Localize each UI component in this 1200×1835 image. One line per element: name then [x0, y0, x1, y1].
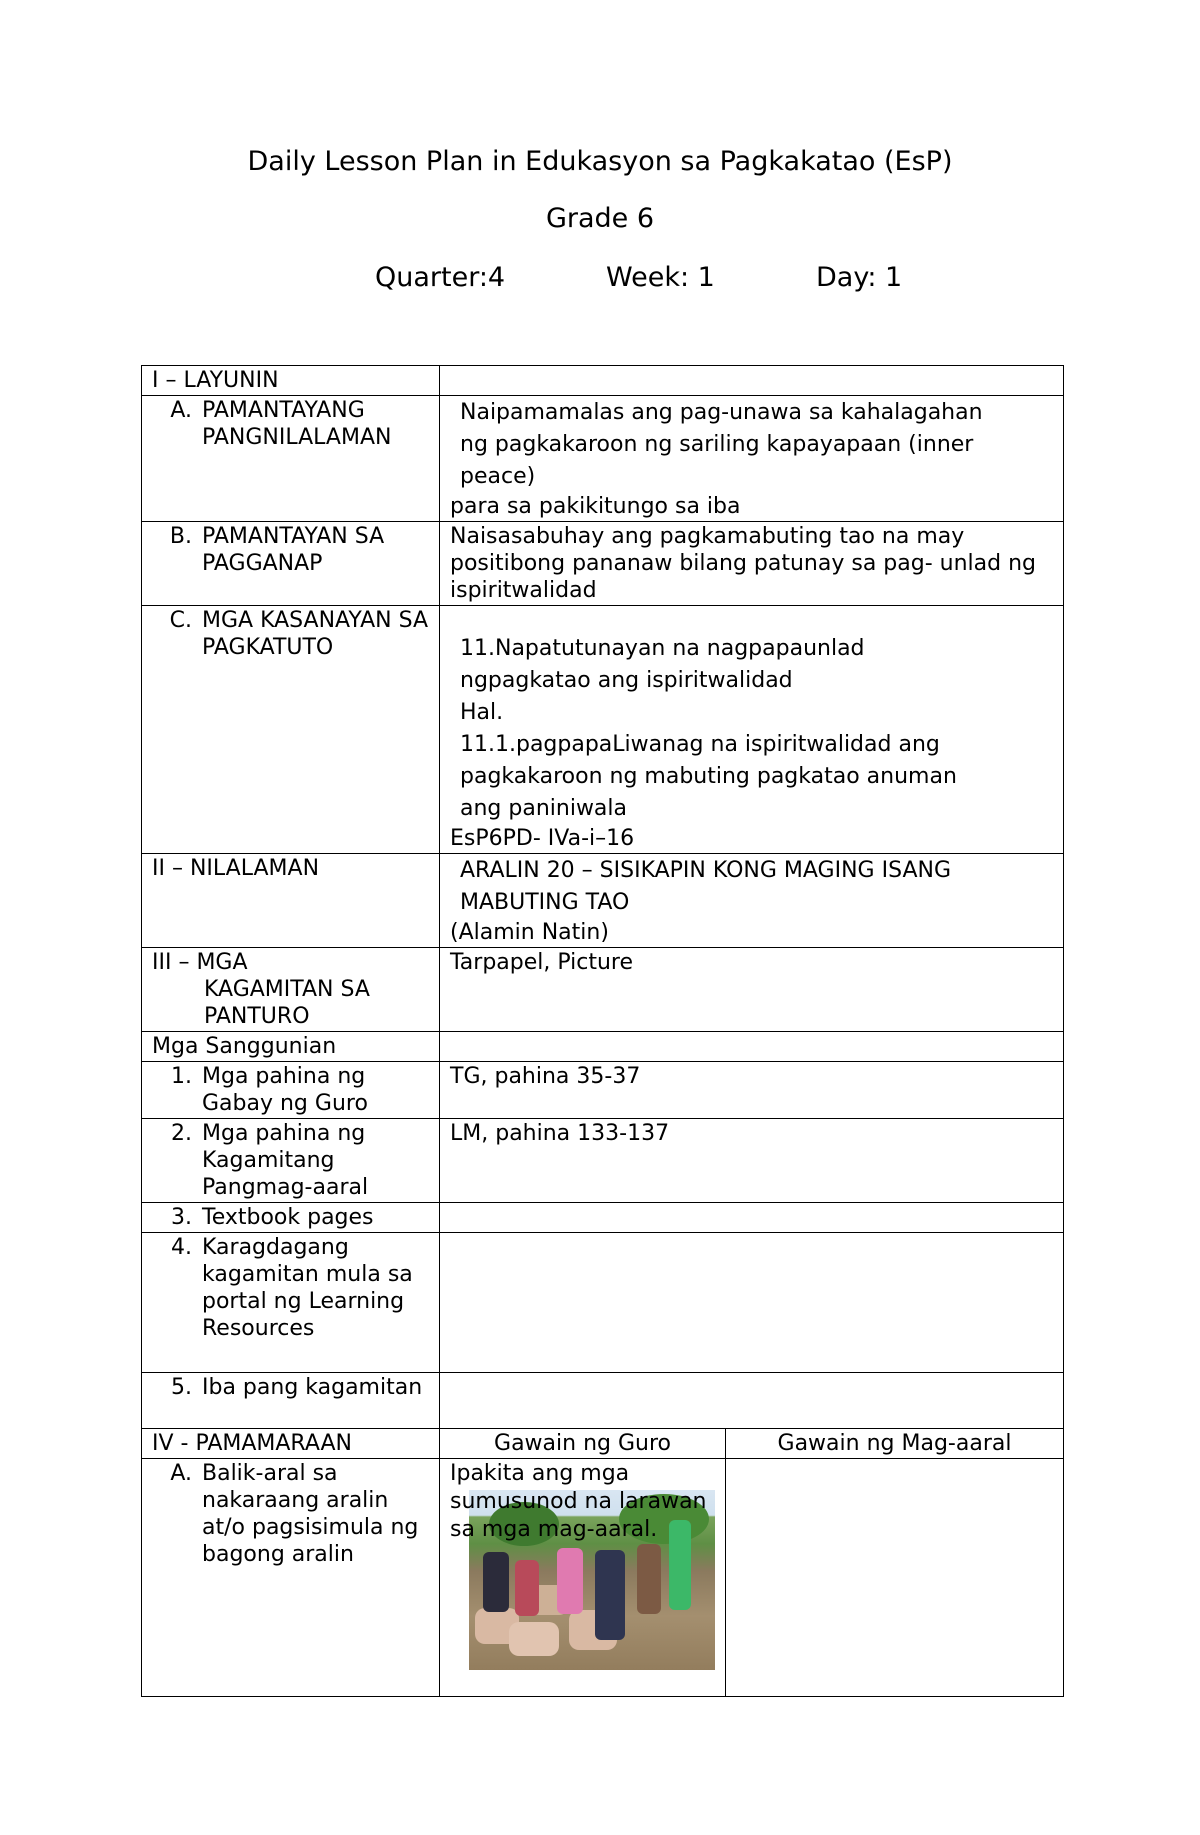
gawain-ng-guro-cell: [440, 1459, 726, 1697]
table-row: [142, 1119, 1064, 1203]
value-line: MABUTING TAO: [460, 890, 630, 915]
document-title: Daily Lesson Plan in Edukasyon sa Pagkakatao (EsP): [247, 146, 953, 177]
table-row: [142, 1062, 1064, 1119]
sanggunian-item-label: [142, 1062, 440, 1119]
item-marker: A.: [170, 1461, 192, 1486]
column-header-mag-aaral: Gawain ng Mag-aaral: [726, 1429, 1064, 1459]
value-line: peace): [460, 464, 536, 489]
item-marker: 5.: [171, 1375, 192, 1400]
table-row: [142, 948, 1064, 1032]
item-marker: 4.: [171, 1235, 192, 1260]
item-text: Textbook pages: [202, 1205, 374, 1230]
sanggunian-item-label: [142, 1119, 440, 1203]
section-heading-nilalaman: II – NILALAMAN: [142, 854, 440, 948]
heading-line: III – MGA: [152, 950, 248, 975]
pamantayang-pangnilalaman-value: [440, 396, 1064, 522]
value-line: 11.1.pagpapaLiwanag na ispiritwalidad ang: [460, 732, 940, 757]
table-row: [142, 1459, 1064, 1697]
sanggunian-item-value: TG, pahina 35-37: [440, 1062, 1064, 1119]
gawain-ng-mag-aaral-cell: [726, 1459, 1064, 1697]
sanggunian-item-label: [142, 1373, 440, 1429]
table-row: [142, 1233, 1064, 1373]
section-heading-layunin: I – LAYUNIN: [142, 366, 440, 396]
item-text: Mga pahina ng Gabay ng Guro: [202, 1064, 368, 1116]
gawain-ng-guro-text: Ipakita ang mga sumusunod na larawan sa mga mag-aaral.: [450, 1461, 707, 1542]
table-row: [142, 854, 1064, 948]
value-line: Hal.: [460, 700, 504, 725]
grade-level: Grade 6: [545, 203, 655, 234]
table-row: [142, 1373, 1064, 1429]
heading-line: KAGAMITAN SA PANTURO: [204, 977, 370, 1029]
pamamaraan-a-label: [142, 1459, 440, 1697]
sanggunian-item-value: [440, 1373, 1064, 1429]
lesson-plan-table: [141, 365, 1064, 1697]
value-line: ngpagkatao ang ispiritwalidad: [460, 668, 793, 693]
sanggunian-item-value: [440, 1203, 1064, 1233]
sanggunian-item-value: LM, pahina 133-137: [440, 1119, 1064, 1203]
kasanayan-sa-pagkatuto-label: MGA KASANAYAN SA PAGKATUTO: [202, 608, 429, 660]
section-heading-kagamitan: [142, 948, 440, 1032]
item-marker: 2.: [171, 1121, 192, 1146]
empty-cell: [440, 1032, 1064, 1062]
competency-code: EsP6PD- IVa-i–16: [450, 826, 635, 851]
item-text: Mga pahina ng Kagamitang Pangmag-aaral: [202, 1121, 369, 1200]
table-row: [142, 1032, 1064, 1062]
sanggunian-item-value: [440, 1233, 1064, 1373]
kasanayan-sa-pagkatuto-value: [440, 606, 1064, 854]
column-header-guro: Gawain ng Guro: [440, 1429, 726, 1459]
item-marker: B.: [169, 524, 192, 549]
item-marker: A.: [170, 398, 192, 423]
sanggunian-item-label: [142, 1203, 440, 1233]
value-line: Naipamamalas ang pag-unawa sa kahalagahan: [460, 400, 983, 425]
table-row: [142, 366, 1064, 396]
value-line: 11.Napatutunayan na nagpapaunlad: [460, 636, 865, 661]
item-text: Iba pang kagamitan: [202, 1375, 423, 1400]
row-label-a: [142, 396, 440, 522]
item-marker: 3.: [171, 1205, 192, 1230]
value-line: pagkakaroon ng mabuting pagkatao anuman: [460, 764, 957, 789]
table-row: [142, 396, 1064, 522]
row-label-c: [142, 606, 440, 854]
sanggunian-item-label: [142, 1233, 440, 1373]
item-text: Karagdagang kagamitan mula sa portal ng Learning Resources: [202, 1235, 413, 1341]
nilalaman-value: [440, 854, 1064, 948]
sanggunian-heading: Mga Sanggunian: [142, 1032, 440, 1062]
quarter-label: Quarter:4: [375, 262, 506, 293]
item-text: Balik-aral sa nakaraang aralin at/o pagsisimula ng bagong aralin: [202, 1461, 419, 1567]
pamantayan-sa-pagganap-value: Naisasabuhay ang pagkamabuting tao na may positibong pananaw bilang patunay sa pag- unlad ng ispiritwalidad: [440, 522, 1064, 606]
pamantayan-sa-pagganap-label: PAMANTAYAN SA PAGGANAP: [202, 524, 385, 576]
value-tail: (Alamin Natin): [450, 920, 609, 945]
table-row: [142, 522, 1064, 606]
value-tail: para sa pakikitungo sa iba: [450, 494, 741, 519]
pamantayang-pangnilalaman-label: PAMANTAYANG PANGNILALAMAN: [202, 398, 392, 450]
value-line: ang paniniwala: [460, 796, 628, 821]
table-row: [142, 606, 1064, 854]
kagamitan-value: Tarpapel, Picture: [440, 948, 1064, 1032]
section-heading-pamamaraan: IV - PAMAMARAAN: [142, 1429, 440, 1459]
empty-cell: [440, 366, 1064, 396]
table-row: [142, 1429, 1064, 1459]
row-label-b: [142, 522, 440, 606]
value-line: ng pagkakaroon ng sariling kapayapaan (inner: [460, 432, 974, 457]
item-marker: 1.: [171, 1064, 192, 1089]
value-line: ARALIN 20 – SISIKAPIN KONG MAGING ISANG: [460, 858, 952, 883]
day-label: Day: 1: [816, 262, 903, 293]
week-label: Week: 1: [606, 262, 715, 293]
table-row: [142, 1203, 1064, 1233]
item-marker: C.: [169, 608, 192, 633]
